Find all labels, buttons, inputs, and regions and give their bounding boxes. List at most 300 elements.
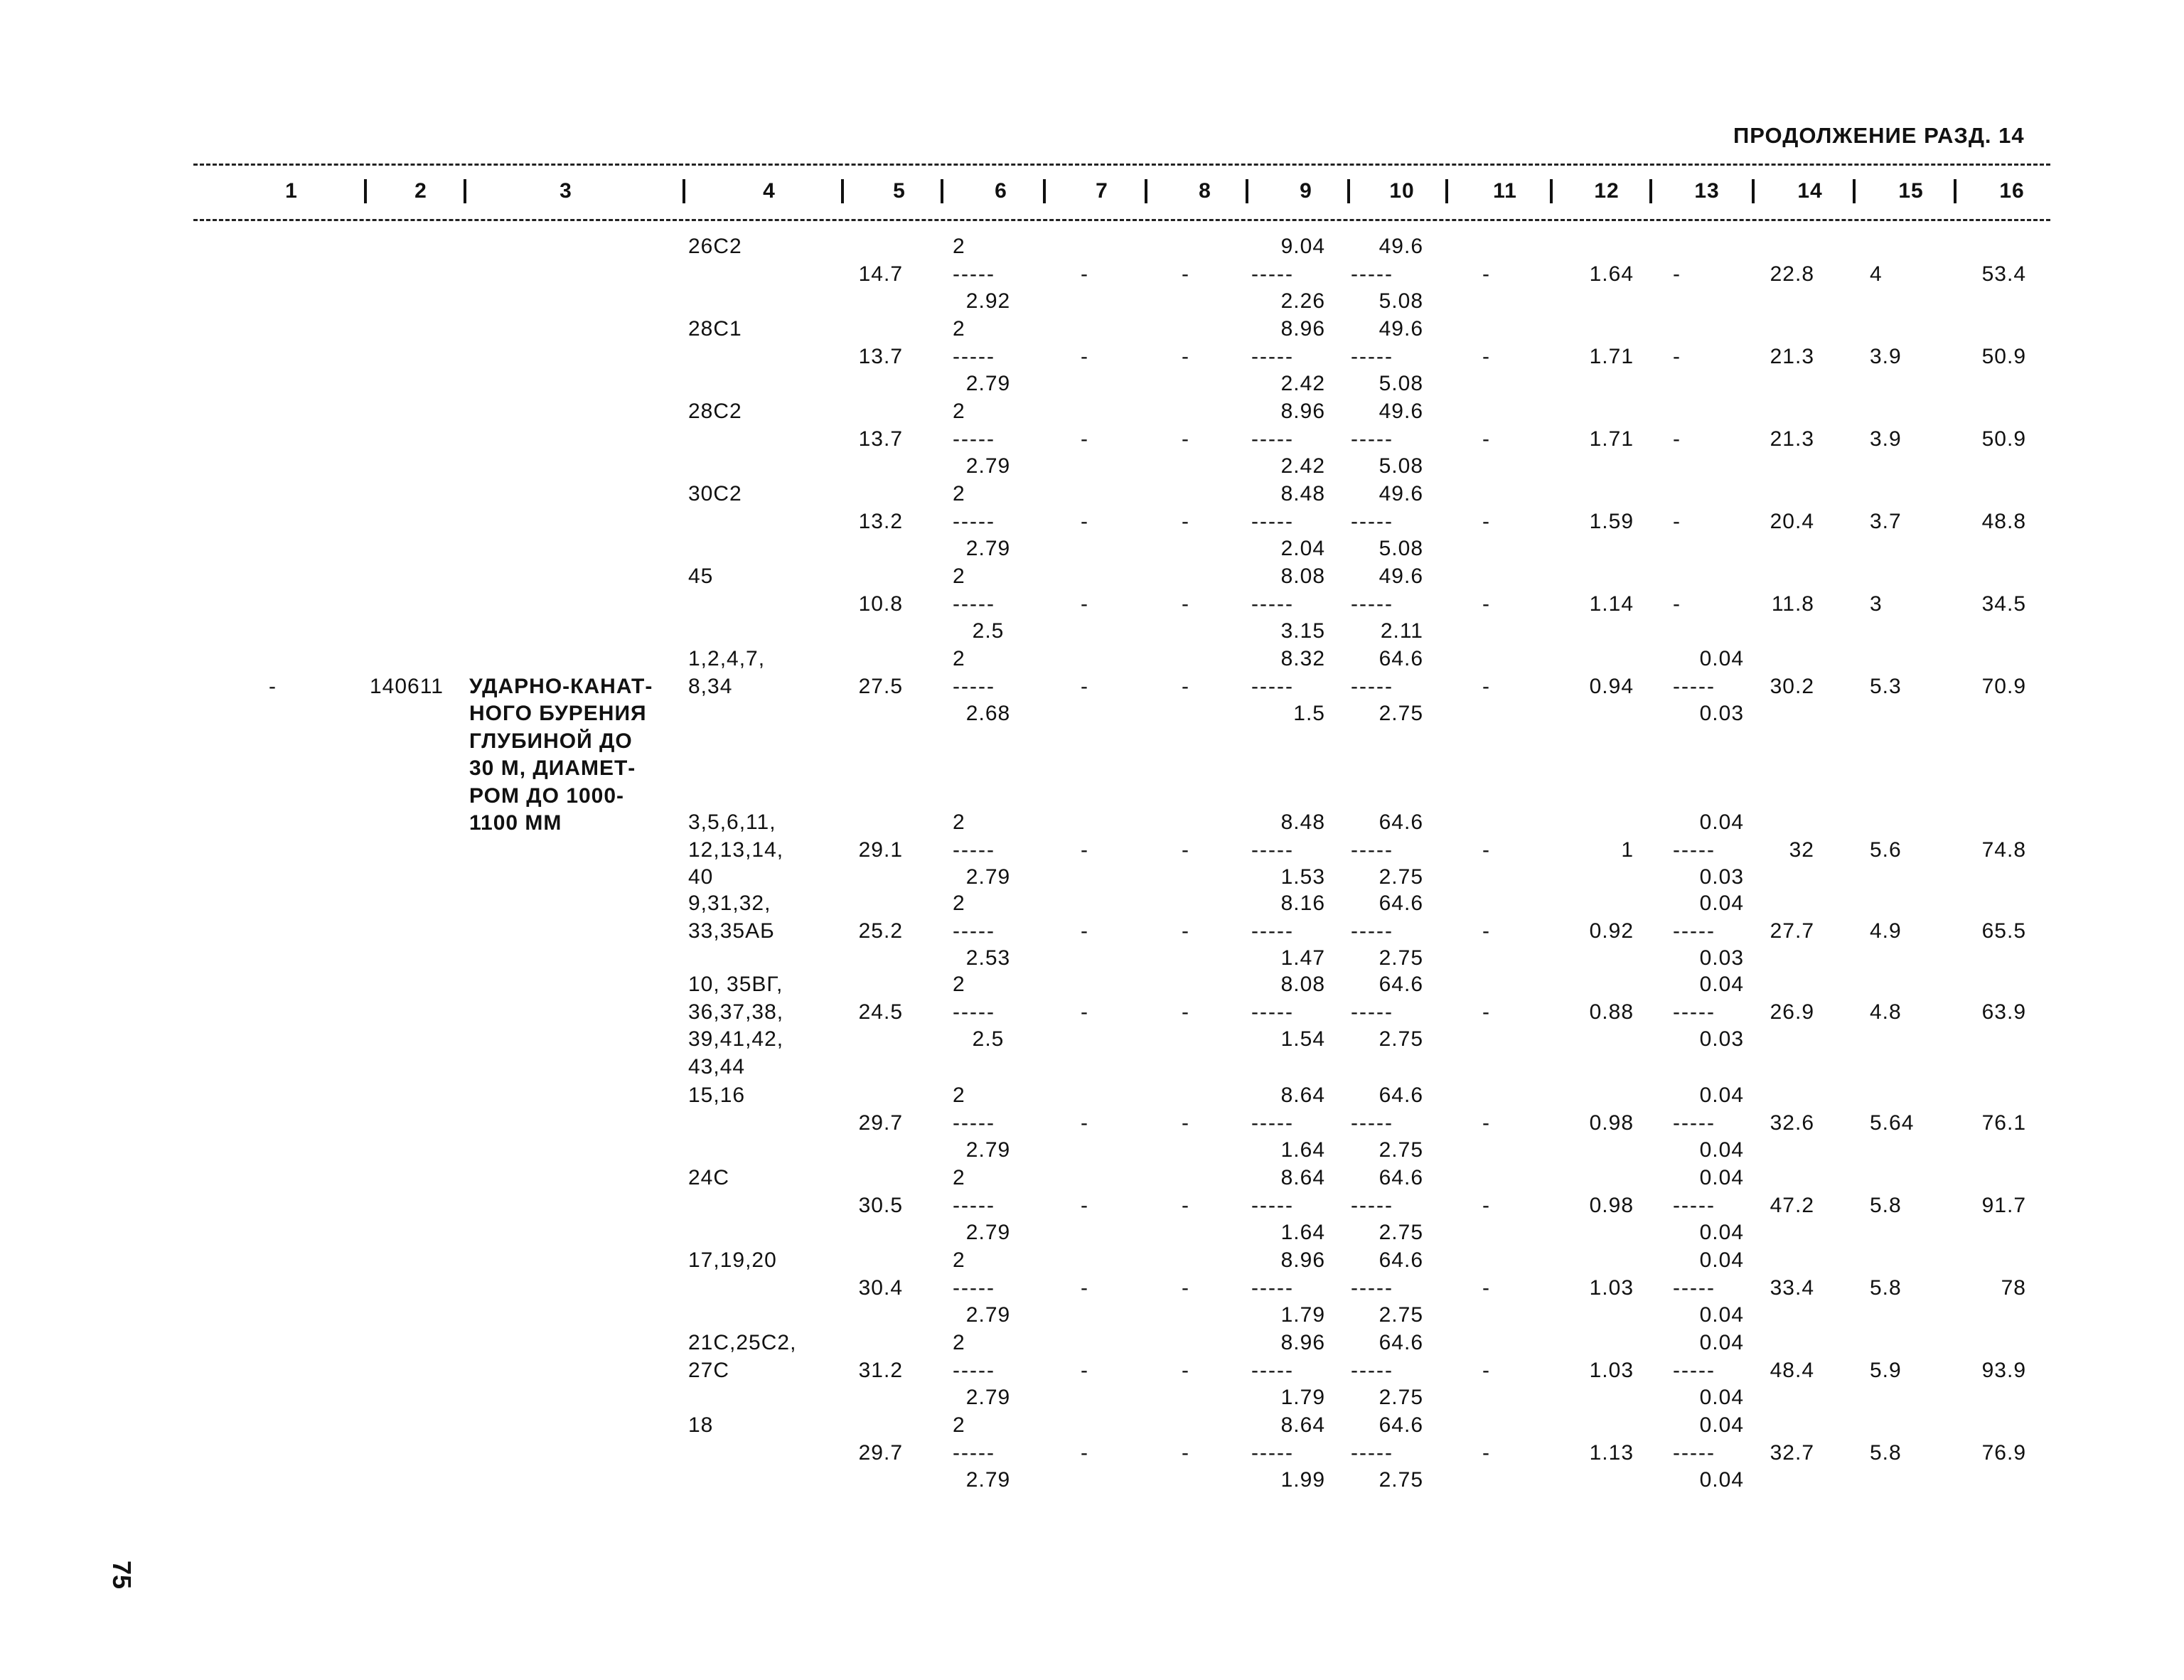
cell-c6-denominator: 2.79 [965, 1386, 1011, 1409]
cell-c9-bar: ----- [1251, 344, 1294, 368]
cell-c10-numerator: 64.6 [1379, 810, 1423, 834]
cell-c6-bar: ----- [953, 919, 995, 943]
cell-c13-numerator: 0.04 [1699, 1166, 1744, 1189]
cell-c12: 0.98 [1589, 1193, 1634, 1217]
cell-c9-denominator: 1.53 [1280, 865, 1325, 889]
row-description: НОГО БУРЕНИЯ [469, 702, 647, 725]
cell-c16: 93.9 [1981, 1358, 2026, 1382]
cell-c10-denominator: 2.75 [1379, 1386, 1423, 1409]
cell-c9-bar: ----- [1251, 427, 1294, 451]
cell-c9-numerator: 8.48 [1280, 482, 1325, 505]
cell-c7: - [1081, 344, 1088, 368]
cell-c13-denominator: 0.04 [1699, 1138, 1744, 1162]
cell-c6-bar: ----- [953, 427, 995, 451]
row-norm-ref: 27С [688, 1358, 730, 1382]
cell-c10-numerator: 49.6 [1379, 565, 1423, 588]
cell-c10-numerator: 64.6 [1379, 1413, 1423, 1437]
column-separator [1550, 179, 1553, 203]
cell-c6-denominator: 2.5 [972, 619, 1005, 643]
cell-c5: 13.2 [858, 509, 903, 533]
cell-c6-bar: ----- [953, 838, 995, 862]
row-norm-ref: 8,34 [688, 674, 733, 698]
cell-c16: 53.4 [1981, 262, 2026, 286]
column-header-16: 16 [1999, 179, 2025, 203]
cell-c12: 0.94 [1589, 674, 1634, 698]
column-separator [1853, 179, 1856, 203]
cell-c5: 10.8 [858, 592, 903, 616]
cell-c13-numerator: 0.04 [1699, 1084, 1744, 1107]
cell-c13-numerator: 0.04 [1699, 1413, 1744, 1437]
cell-c13-numerator: 0.04 [1699, 810, 1744, 834]
cell-c10-numerator: 64.6 [1379, 1331, 1423, 1354]
row-norm-ref: 24С [688, 1166, 730, 1189]
column-separator [1246, 179, 1248, 203]
cell-c6-denominator: 2.79 [965, 1138, 1011, 1162]
cell-c10-denominator: 2.75 [1379, 1221, 1423, 1244]
cell-c11: - [1482, 1111, 1490, 1135]
cell-c9-bar: ----- [1251, 509, 1294, 533]
cell-c9-denominator: 1.5 [1293, 702, 1325, 725]
cell-c13-bar: ----- [1673, 1193, 1715, 1217]
cell-c7: - [1081, 509, 1088, 533]
cell-c15: 5.64 [1870, 1111, 1915, 1135]
cell-c12: 1.59 [1589, 509, 1634, 533]
column-separator [682, 179, 685, 203]
cell-c6-numerator: 2 [953, 892, 965, 915]
column-header-11: 11 [1493, 179, 1517, 203]
cell-c7: - [1081, 838, 1088, 862]
cell-c11: - [1482, 1000, 1490, 1024]
row-norm-ref: 40 [688, 865, 714, 889]
cell-c14: 47.2 [1770, 1193, 1814, 1217]
cell-c5: 24.5 [858, 1000, 903, 1024]
cell-c10-bar: ----- [1351, 427, 1393, 451]
cell-c9-denominator: 1.47 [1280, 946, 1325, 970]
cell-c13-bar: ----- [1673, 1440, 1715, 1465]
column-separator [1649, 179, 1652, 203]
cell-c14: 30.2 [1770, 674, 1814, 698]
cell-c6-denominator: 2.79 [965, 1221, 1011, 1244]
cell-c6-bar: ----- [953, 1275, 995, 1300]
cell-c15: 3 [1870, 592, 1883, 616]
row-norm-ref: 28С2 [688, 400, 742, 423]
cell-c13: - [1673, 427, 1681, 451]
cell-c8: - [1182, 509, 1189, 533]
cell-c9-denominator: 2.42 [1280, 372, 1325, 395]
cell-c11: - [1482, 674, 1490, 698]
cell-c13-bar: ----- [1673, 1275, 1715, 1300]
cell-c13: - [1673, 262, 1681, 286]
cell-c10-numerator: 49.6 [1379, 400, 1423, 423]
cell-c9-bar: ----- [1251, 1000, 1294, 1024]
cell-c10-denominator: 2.75 [1379, 702, 1423, 725]
cell-c6-bar: ----- [953, 1358, 995, 1382]
cell-c10-bar: ----- [1351, 262, 1393, 286]
cell-c13-denominator: 0.04 [1699, 1221, 1744, 1244]
row-norm-ref: 39,41,42, [688, 1027, 784, 1051]
cell-c9-bar: ----- [1251, 1111, 1294, 1135]
column-header-14: 14 [1797, 179, 1823, 203]
cell-c14: 33.4 [1770, 1275, 1814, 1300]
cell-c6-denominator: 2.79 [965, 454, 1011, 478]
cell-c5: 13.7 [858, 427, 903, 451]
cell-c6-denominator: 2.92 [965, 289, 1011, 313]
cell-c13-bar: ----- [1673, 838, 1715, 862]
cell-c9-numerator: 8.48 [1280, 810, 1325, 834]
cell-c9-denominator: 2.42 [1280, 454, 1325, 478]
cell-c9-bar: ----- [1251, 262, 1294, 286]
cell-c14: 27.7 [1770, 919, 1814, 943]
cell-c10-numerator: 49.6 [1379, 235, 1423, 258]
cell-c6-denominator: 2.5 [972, 1027, 1005, 1051]
cell-c9-numerator: 8.96 [1280, 1331, 1325, 1354]
cell-c5: 30.4 [858, 1275, 903, 1300]
cell-c6-bar: ----- [953, 1440, 995, 1465]
cell-c10-numerator: 64.6 [1379, 973, 1423, 996]
cell-c13-bar: ----- [1673, 1000, 1715, 1024]
cell-c5: 30.5 [858, 1193, 903, 1217]
row-norm-ref: 1,2,4,7, [688, 647, 766, 670]
cell-c8: - [1182, 838, 1189, 862]
cell-c14: 11.8 [1771, 592, 1814, 616]
cell-c5: 25.2 [858, 919, 903, 943]
row-marker: - [269, 674, 277, 698]
cell-c6-numerator: 2 [953, 1413, 965, 1437]
cell-c10-denominator: 2.75 [1379, 1138, 1423, 1162]
cell-c12: 1.71 [1589, 344, 1634, 368]
cell-c16: 50.9 [1981, 344, 2026, 368]
cell-c10-numerator: 64.6 [1379, 1248, 1423, 1272]
cell-c11: - [1482, 1275, 1490, 1300]
cell-c10-bar: ----- [1351, 509, 1393, 533]
cell-c10-bar: ----- [1351, 1358, 1393, 1382]
cell-c6-numerator: 2 [953, 1331, 965, 1354]
cell-c10-denominator: 2.75 [1379, 946, 1423, 970]
cell-c9-bar: ----- [1251, 1275, 1294, 1300]
column-separator [941, 179, 943, 203]
column-separator [1043, 179, 1046, 203]
cell-c9-numerator: 8.64 [1280, 1084, 1325, 1107]
cell-c10-bar: ----- [1351, 1440, 1393, 1465]
cell-c13-bar: ----- [1673, 674, 1715, 698]
cell-c6-denominator: 2.79 [965, 537, 1011, 560]
row-norm-ref: 43,44 [688, 1054, 746, 1079]
cell-c9-denominator: 2.26 [1280, 289, 1325, 313]
cell-c8: - [1182, 344, 1189, 368]
cell-c6-bar: ----- [953, 1193, 995, 1217]
cell-c13: - [1673, 592, 1681, 616]
cell-c8: - [1182, 1358, 1189, 1382]
cell-c7: - [1081, 919, 1088, 943]
cell-c10-denominator: 2.75 [1379, 1303, 1423, 1327]
cell-c16: 63.9 [1981, 1000, 2026, 1024]
cell-c5: 29.7 [858, 1440, 903, 1465]
cell-c9-numerator: 8.08 [1280, 565, 1325, 588]
cell-c15: 5.9 [1870, 1358, 1902, 1382]
cell-c13-numerator: 0.04 [1699, 892, 1744, 915]
cell-c9-numerator: 8.96 [1280, 317, 1325, 341]
cell-c10-bar: ----- [1351, 1000, 1393, 1024]
cell-c16: 34.5 [1981, 592, 2026, 616]
cell-c7: - [1081, 1000, 1088, 1024]
row-description: РОМ ДО 1000- [469, 783, 625, 808]
cell-c12: 0.88 [1589, 1000, 1634, 1024]
cell-c5: 27.5 [858, 674, 903, 698]
column-header-8: 8 [1199, 179, 1211, 203]
cell-c6-bar: ----- [953, 1111, 995, 1135]
row-norm-ref: 15,16 [688, 1084, 746, 1107]
cell-c10-bar: ----- [1351, 592, 1393, 616]
row-norm-ref: 18 [688, 1413, 714, 1437]
cell-c6-numerator: 2 [953, 317, 965, 341]
cell-c11: - [1482, 262, 1490, 286]
column-separator [1445, 179, 1448, 203]
cell-c7: - [1081, 674, 1088, 698]
cell-c16: 91.7 [1981, 1193, 2026, 1217]
row-description: УДАРНО-КАНАТ- [469, 674, 653, 698]
cell-c8: - [1182, 1000, 1189, 1024]
cell-c10-bar: ----- [1351, 1275, 1393, 1300]
cell-c13-bar: ----- [1673, 1358, 1715, 1382]
cell-c10-denominator: 5.08 [1379, 454, 1423, 478]
cell-c6-numerator: 2 [953, 1248, 965, 1272]
column-header-4: 4 [763, 179, 776, 203]
cell-c15: 3.9 [1870, 427, 1902, 451]
cell-c12: 1.03 [1589, 1358, 1634, 1382]
cell-c8: - [1182, 1440, 1189, 1465]
header-bottom-rule [193, 219, 2050, 221]
page-number: 75 [107, 1561, 136, 1590]
cell-c16: 74.8 [1981, 838, 2026, 862]
header-top-rule [193, 164, 2050, 166]
column-separator [1347, 179, 1350, 203]
column-header-1: 1 [285, 179, 298, 203]
cell-c8: - [1182, 1111, 1189, 1135]
cell-c10-bar: ----- [1351, 1193, 1393, 1217]
cell-c8: - [1182, 674, 1189, 698]
cell-c8: - [1182, 427, 1189, 451]
cell-c16: 76.9 [1981, 1440, 2026, 1465]
cell-c15: 5.8 [1870, 1440, 1902, 1465]
column-separator [1752, 179, 1755, 203]
row-norm-ref: 28С1 [688, 317, 742, 341]
cell-c16: 76.1 [1981, 1111, 2026, 1135]
cell-c15: 3.7 [1870, 509, 1902, 533]
cell-c9-numerator: 8.64 [1280, 1166, 1325, 1189]
cell-c14: 32.6 [1770, 1111, 1814, 1135]
cell-c7: - [1081, 262, 1088, 286]
cell-c14: 20.4 [1770, 509, 1814, 533]
cell-c12: 1.03 [1589, 1275, 1634, 1300]
column-separator [464, 179, 466, 203]
row-norm-ref: 33,35АБ [688, 919, 775, 943]
row-norm-ref: 26С2 [688, 235, 742, 258]
cell-c11: - [1482, 592, 1490, 616]
cell-c11: - [1482, 1358, 1490, 1382]
cell-c12: 1.13 [1589, 1440, 1634, 1465]
cell-c15: 4.9 [1870, 919, 1902, 943]
row-norm-ref: 30С2 [688, 482, 742, 505]
cell-c9-denominator: 1.79 [1280, 1303, 1325, 1327]
cell-c12: 0.98 [1589, 1111, 1634, 1135]
cell-c14: 21.3 [1770, 344, 1814, 368]
cell-c8: - [1182, 262, 1189, 286]
cell-c16: 78 [2001, 1275, 2026, 1300]
column-header-12: 12 [1594, 179, 1620, 203]
cell-c6-numerator: 2 [953, 810, 965, 834]
cell-c10-denominator: 2.75 [1379, 1468, 1423, 1492]
cell-c8: - [1182, 1275, 1189, 1300]
cell-c6-bar: ----- [953, 509, 995, 533]
column-separator [364, 179, 367, 203]
cell-c10-denominator: 2.75 [1379, 1027, 1423, 1051]
cell-c10-denominator: 5.08 [1379, 537, 1423, 560]
section-title: ПРОДОЛЖЕНИЕ РАЗД. 14 [1733, 123, 2025, 148]
cell-c5: 31.2 [858, 1358, 903, 1382]
cell-c9-numerator: 8.32 [1280, 647, 1325, 670]
cell-c9-numerator: 8.16 [1280, 892, 1325, 915]
cell-c9-denominator: 2.04 [1280, 537, 1325, 560]
cell-c6-denominator: 2.53 [965, 946, 1011, 970]
cell-c10-denominator: 2.75 [1379, 865, 1423, 889]
cell-c9-denominator: 1.64 [1280, 1138, 1325, 1162]
cell-c12: 1.14 [1589, 592, 1634, 616]
cell-c15: 5.6 [1870, 838, 1902, 862]
cell-c9-numerator: 9.04 [1280, 235, 1325, 258]
cell-c9-bar: ----- [1251, 1193, 1294, 1217]
cell-c13-numerator: 0.04 [1699, 647, 1744, 670]
row-code: 140611 [370, 674, 444, 698]
cell-c15: 4 [1870, 262, 1883, 286]
cell-c15: 5.3 [1870, 674, 1902, 698]
cell-c13-denominator: 0.03 [1699, 865, 1744, 889]
cell-c9-denominator: 3.15 [1280, 619, 1325, 643]
cell-c16: 50.9 [1981, 427, 2026, 451]
column-header-2: 2 [414, 179, 427, 203]
cell-c14: 32 [1789, 838, 1814, 862]
cell-c10-bar: ----- [1351, 1111, 1393, 1135]
cell-c5: 29.1 [858, 838, 903, 862]
column-separator [841, 179, 844, 203]
cell-c13-numerator: 0.04 [1699, 973, 1744, 996]
cell-c9-bar: ----- [1251, 674, 1294, 698]
cell-c13-denominator: 0.03 [1699, 946, 1744, 970]
row-description: ГЛУБИНОЙ ДО [469, 729, 633, 753]
cell-c16: 65.5 [1981, 919, 2026, 943]
cell-c10-bar: ----- [1351, 919, 1393, 943]
cell-c13-denominator: 0.03 [1699, 702, 1744, 725]
cell-c6-denominator: 2.79 [965, 1303, 1011, 1327]
column-header-15: 15 [1898, 179, 1924, 203]
cell-c13: - [1673, 509, 1681, 533]
cell-c8: - [1182, 1193, 1189, 1217]
cell-c9-bar: ----- [1251, 592, 1294, 616]
cell-c6-denominator: 2.79 [965, 1468, 1011, 1492]
cell-c10-numerator: 49.6 [1379, 482, 1423, 505]
row-norm-ref: 45 [688, 565, 714, 588]
cell-c9-bar: ----- [1251, 1440, 1294, 1465]
cell-c7: - [1081, 592, 1088, 616]
cell-c6-numerator: 2 [953, 235, 965, 258]
column-separator [1145, 179, 1147, 203]
row-norm-ref: 9,31,32, [688, 892, 771, 915]
cell-c10-bar: ----- [1351, 344, 1393, 368]
row-norm-ref: 10, 35ВГ, [688, 973, 783, 996]
cell-c13: - [1673, 344, 1681, 368]
cell-c10-bar: ----- [1351, 674, 1393, 698]
cell-c11: - [1482, 1440, 1490, 1465]
cell-c8: - [1182, 919, 1189, 943]
cell-c5: 13.7 [858, 344, 903, 368]
cell-c10-numerator: 64.6 [1379, 1166, 1423, 1189]
cell-c6-numerator: 2 [953, 400, 965, 423]
cell-c9-bar: ----- [1251, 919, 1294, 943]
cell-c13-denominator: 0.04 [1699, 1303, 1744, 1327]
cell-c6-bar: ----- [953, 344, 995, 368]
cell-c11: - [1482, 344, 1490, 368]
row-norm-ref: 36,37,38, [688, 1000, 784, 1024]
cell-c15: 5.8 [1870, 1193, 1902, 1217]
cell-c11: - [1482, 1193, 1490, 1217]
row-norm-ref: 12,13,14, [688, 838, 784, 862]
column-header-7: 7 [1096, 179, 1108, 203]
cell-c14: 26.9 [1770, 1000, 1814, 1024]
cell-c7: - [1081, 1275, 1088, 1300]
cell-c14: 48.4 [1770, 1358, 1814, 1382]
cell-c13-numerator: 0.04 [1699, 1248, 1744, 1272]
cell-c10-bar: ----- [1351, 838, 1393, 862]
column-header-6: 6 [995, 179, 1007, 203]
column-header-3: 3 [560, 179, 572, 203]
cell-c12: 0.92 [1589, 919, 1634, 943]
cell-c9-numerator: 8.96 [1280, 1248, 1325, 1272]
cell-c11: - [1482, 919, 1490, 943]
cell-c10-numerator: 64.6 [1379, 1084, 1423, 1107]
cell-c9-denominator: 1.79 [1280, 1386, 1325, 1409]
cell-c6-bar: ----- [953, 262, 995, 286]
cell-c9-denominator: 1.99 [1280, 1468, 1325, 1492]
column-header-10: 10 [1389, 179, 1415, 203]
cell-c7: - [1081, 1193, 1088, 1217]
cell-c10-numerator: 49.6 [1379, 317, 1423, 341]
cell-c6-denominator: 2.79 [965, 865, 1011, 889]
cell-c10-denominator: 5.08 [1379, 289, 1423, 313]
cell-c10-denominator: 2.11 [1380, 619, 1423, 643]
cell-c15: 4.8 [1870, 1000, 1902, 1024]
row-description: 30 М, ДИАМЕТ- [469, 756, 636, 780]
cell-c14: 32.7 [1770, 1440, 1814, 1465]
cell-c6-bar: ----- [953, 1000, 995, 1024]
cell-c11: - [1482, 509, 1490, 533]
cell-c6-numerator: 2 [953, 1166, 965, 1189]
cell-c9-denominator: 1.64 [1280, 1221, 1325, 1244]
cell-c13-numerator: 0.04 [1699, 1331, 1744, 1354]
cell-c10-denominator: 5.08 [1379, 372, 1423, 395]
cell-c9-numerator: 8.08 [1280, 973, 1325, 996]
cell-c14: 21.3 [1770, 427, 1814, 451]
cell-c6-numerator: 2 [953, 1084, 965, 1107]
column-header-5: 5 [893, 179, 906, 203]
cell-c15: 5.8 [1870, 1275, 1902, 1300]
cell-c12: 1.64 [1589, 262, 1634, 286]
cell-c5: 14.7 [858, 262, 903, 286]
cell-c6-numerator: 2 [953, 973, 965, 996]
cell-c12: 1 [1621, 838, 1634, 862]
cell-c6-numerator: 2 [953, 482, 965, 505]
cell-c9-bar: ----- [1251, 1358, 1294, 1382]
cell-c7: - [1081, 1111, 1088, 1135]
cell-c5: 29.7 [858, 1111, 903, 1135]
